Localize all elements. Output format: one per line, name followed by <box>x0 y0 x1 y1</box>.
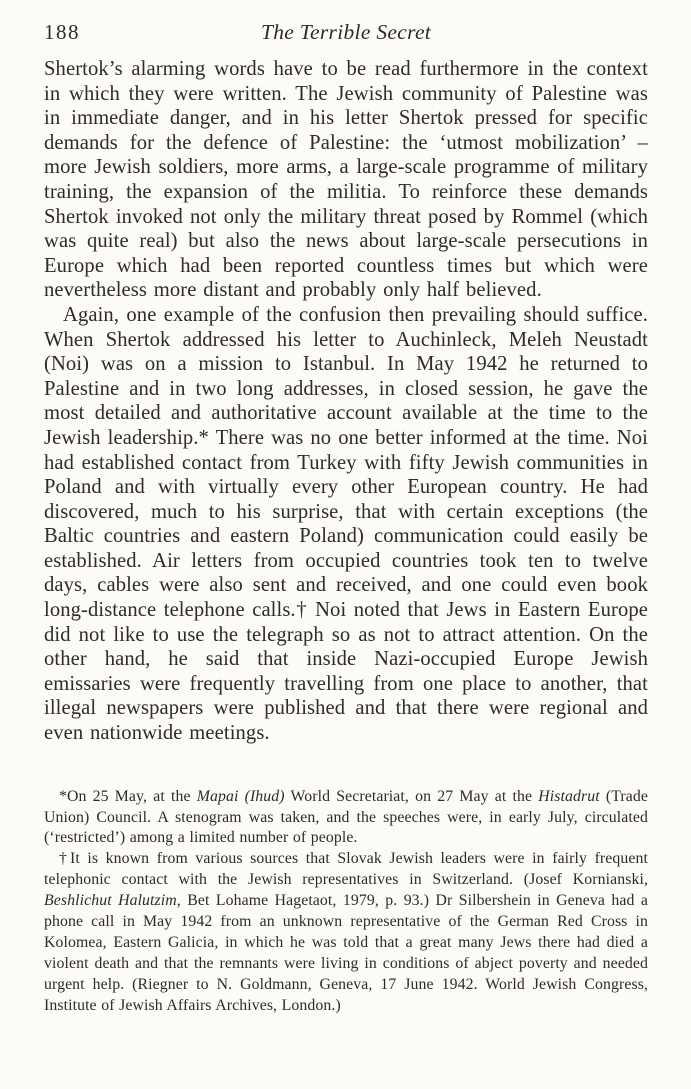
page-number: 188 <box>44 20 80 44</box>
page-header <box>44 20 648 48</box>
footnote-asterisk: *On 25 May, at the Mapai (Ihud) World Secretariat, on 27 May at the Histadrut (Trade Union) Council. A stenogram was taken, and the speeches were, in early July, circulated (‘restricted’) among a limited number of people. <box>44 787 648 847</box>
paragraph-2: Again, one example of the confusion then prevailing should suffice. When Shertok addressed his letter to Auchinleck, Meleh Neustadt (Noi) was on a mission to Istanbul. In May 1942 he returned to Palestine and in two long addresses, in closed session, he gave the most detailed and authoritative account available at the time to the Jewish leadership.* There was no one better informed at the time. Noi had established contact from Turkey with fifty Jewish communities in Poland and with virtually every other European country. He had discovered, much to his surprise, that with certain exceptions (the Baltic countries and eastern Poland) communication could easily be established. Air letters from occupied countries took ten to twelve days, cables were also sent and received, and one could even book long-distance telephone calls.† Noi noted that Jews in Eastern Europe did not like to use the telegraph so as not to attract attention. On the other hand, he said that inside Nazi-occupied Europe Jewish emissaries were frequently travelling from one place to another, that illegal newspapers were published and that there were regional and even nationwide meetings. <box>44 303 648 745</box>
footnote-dagger: †It is known from various sources that Slovak Jewish leaders were in fairly frequent telephonic contact with the Jewish representatives in Switzerland. (Josef Kornianski, Beshlichut Halutzim, Bet Lohame Hagetaot, 1979, p. 93.) Dr Silbershein in Geneva had a phone call in May 1942 from an unknown representative of the German Red Cross in Kolomea, Eastern Galicia, in which he was told that a great many Jews there had died a violent death and that the remnants were living in conditions of abject poverty and needed urgent help. (Riegner to N. Goldmann, Geneva, 17 June 1942. World Jewish Congress, Institute of Jewish Affairs Archives, London.) <box>44 850 648 1014</box>
running-title: The Terrible Secret <box>260 20 432 44</box>
body-text <box>44 57 648 746</box>
paragraph-1: Shertok’s alarming words have to be read furthermore in the context in which they were written. The Jewish community of Palestine was in immediate danger, and in his letter Shertok pressed for specific demands for the defence of Palestine: the ‘utmost mobilization’ – more Jewish soldiers, more arms, a large-scale programme of military training, the expansion of the militia. To reinforce these demands Shertok invoked not only the military threat posed by Rommel (which was quite real) but also the news about large-scale persecutions in Europe which had been reported countless times but which were nevertheless more distant and probably only half believed. <box>44 58 648 302</box>
footnotes-section <box>44 787 648 1017</box>
